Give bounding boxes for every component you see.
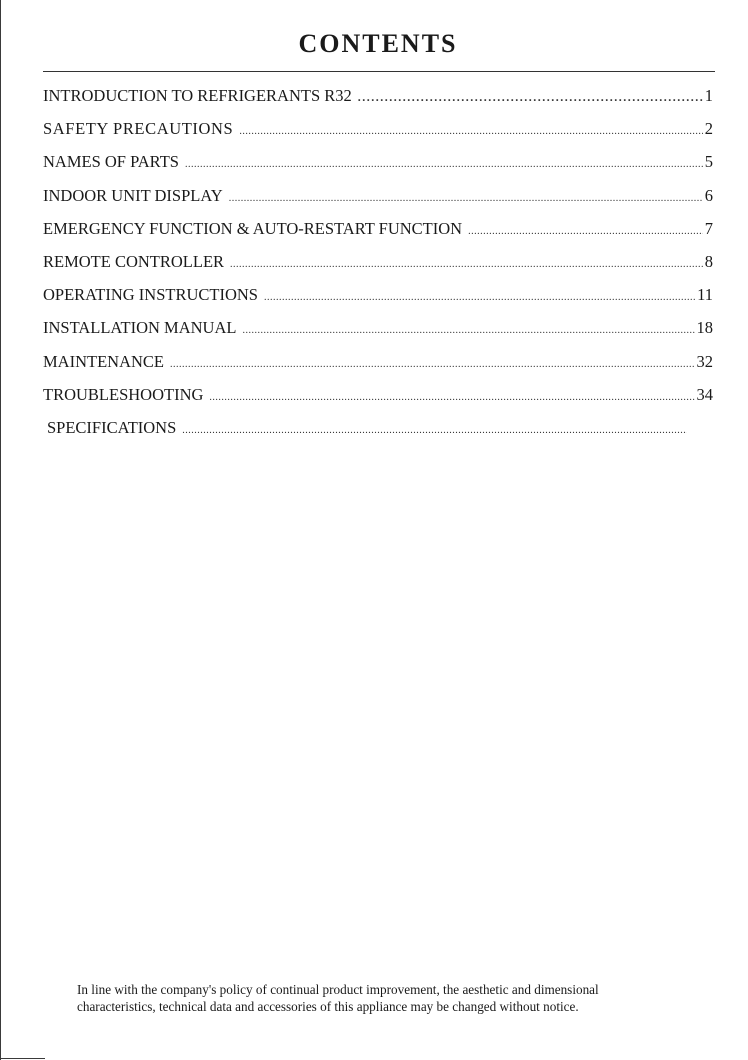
product-change-notice — [77, 981, 697, 1015]
toc-leader-dots — [209, 385, 694, 411]
toc-entry-page: 1 — [704, 86, 713, 105]
toc-entry-page: 11 — [697, 285, 713, 305]
toc-entry-label: REMOTE CONTROLLER — [43, 251, 225, 271]
toc-entry-safety-precautions[interactable] — [43, 116, 713, 149]
toc-entry-page: 5 — [704, 152, 713, 172]
toc-entry-maintenance[interactable] — [43, 349, 713, 382]
toc-entry-label: TROUBLESHOOTING — [43, 384, 204, 404]
toc-entry-page: 34 — [696, 384, 713, 404]
toc-leader-dots — [468, 219, 703, 245]
toc-leader-dots — [358, 84, 703, 112]
toc-leader-dots — [239, 119, 702, 145]
notice-line: In line with the company's policy of continual product improvement, the aesthetic and dimensional — [77, 982, 599, 997]
title-divider — [43, 71, 715, 72]
page-edge-bottom — [0, 1058, 45, 1059]
toc-entry-names-of-parts[interactable] — [43, 149, 713, 182]
toc-entry-installation-manual[interactable] — [43, 315, 713, 348]
toc-entry-page: 6 — [704, 185, 713, 205]
toc-entry-troubleshooting[interactable] — [43, 382, 713, 415]
toc-leader-dots — [242, 318, 694, 344]
toc-entry-specifications[interactable] — [43, 415, 713, 448]
toc-entry-label: MAINTENANCE — [43, 351, 164, 371]
toc-entry-page: 7 — [704, 218, 713, 238]
toc-entry-indoor-unit-display[interactable] — [43, 183, 713, 216]
toc-leader-dots — [229, 186, 703, 212]
toc-leader-dots — [182, 418, 687, 444]
toc-entry-remote-controller[interactable] — [43, 249, 713, 282]
toc-entry-label: INTRODUCTION TO REFRIGERANTS R32 — [43, 86, 352, 105]
toc-entry-label: NAMES OF PARTS — [43, 152, 179, 172]
page-title: CONTENTS — [298, 29, 458, 58]
toc-leader-dots — [170, 352, 695, 378]
toc-entry-label: SPECIFICATIONS — [47, 417, 177, 437]
toc-leader-dots — [230, 252, 703, 278]
toc-leader-dots — [264, 285, 695, 311]
notice-line: characteristics, technical data and accessories of this appliance may be changed without notice. — [77, 999, 579, 1014]
toc-entry-label: INDOOR UNIT DISPLAY — [43, 185, 223, 205]
toc-entry-page: 2 — [704, 119, 713, 139]
toc-entry-label: OPERATING INSTRUCTIONS — [43, 285, 258, 305]
toc-entry-page: 18 — [696, 318, 713, 338]
toc-entry-introduction[interactable] — [43, 83, 713, 116]
toc-entry-page: 32 — [696, 351, 713, 371]
page-edge-left — [0, 0, 1, 1060]
toc-entry-page: 8 — [704, 251, 713, 271]
toc-entry-label: INSTALLATION MANUAL — [43, 318, 237, 338]
toc-leader-dots — [185, 152, 703, 178]
toc-entry-label: SAFETY PRECAUTIONS — [43, 119, 234, 139]
toc-entry-operating-instructions[interactable] — [43, 282, 713, 315]
table-of-contents — [43, 83, 713, 448]
toc-entry-emergency-function[interactable] — [43, 216, 713, 249]
toc-entry-label: EMERGENCY FUNCTION & AUTO-RESTART FUNCTION — [43, 218, 463, 238]
